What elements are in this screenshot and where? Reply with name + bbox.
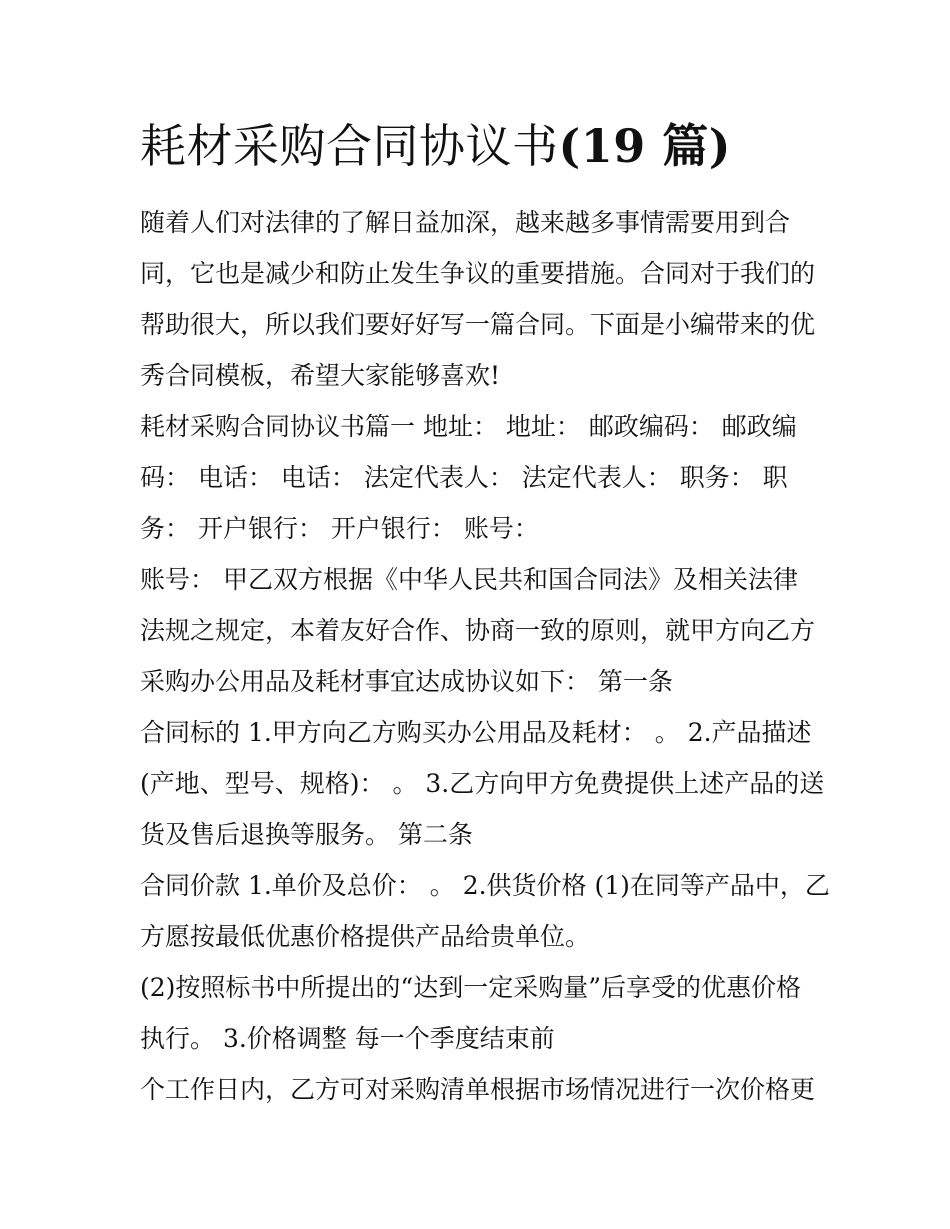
- body-line: (2)按照标书中所提出的“达到一定采购量”后享受的优惠价格: [140, 973, 801, 1002]
- body-line: 秀合同模板，希望大家能够喜欢!: [140, 361, 501, 390]
- body-line: 个工作日内，乙方可对采购清单根据市场情况进行一次价格更: [140, 1075, 816, 1104]
- body-line: 同，它也是减少和防止发生争议的重要措施。合同对于我们的: [140, 259, 816, 288]
- body-line: 码： 电话： 电话： 法定代表人： 法定代表人： 职务： 职: [140, 463, 788, 492]
- body-line: 方愿按最低优惠价格提供产品给贵单位。: [140, 922, 591, 951]
- document-title: [140, 114, 840, 178]
- body-line: 账号： 甲乙双方根据《中华人民共和国合同法》及相关法律: [140, 565, 798, 594]
- body-line: 务： 开户银行： 开户银行： 账号：: [140, 514, 539, 543]
- body-line: 耗材采购合同协议书篇一 地址： 地址： 邮政编码： 邮政编: [140, 412, 797, 441]
- body-line: 执行。 3.价格调整 每一个季度结束前: [140, 1024, 555, 1053]
- document-body: [140, 197, 830, 1115]
- document-title-main: 耗材采购合同协议书: [140, 119, 559, 173]
- body-line: 合同价款 1.单价及总价： 。 2.供货价格 (1)在同等产品中，乙: [140, 871, 830, 900]
- body-line: 采购办公用品及耗材事宜达成协议如下： 第一条: [140, 667, 673, 696]
- body-line: 货及售后退换等服务。 第二条: [140, 820, 473, 849]
- body-line: 帮助很大，所以我们要好好写一篇合同。下面是小编带来的优: [140, 310, 816, 339]
- body-line: 合同标的 1.甲方向乙方购买办公用品及耗材： 。 2.产品描述: [140, 718, 812, 747]
- document-title-count: (19 篇): [558, 119, 732, 173]
- body-line: 随着人们对法律的了解日益加深，越来越多事情需要用到合: [140, 208, 791, 237]
- body-line: 法规之规定，本着友好合作、协商一致的原则，就甲方向乙方: [140, 616, 816, 645]
- body-line: (产地、型号、规格)： 。 3.乙方向甲方免费提供上述产品的送: [140, 769, 825, 798]
